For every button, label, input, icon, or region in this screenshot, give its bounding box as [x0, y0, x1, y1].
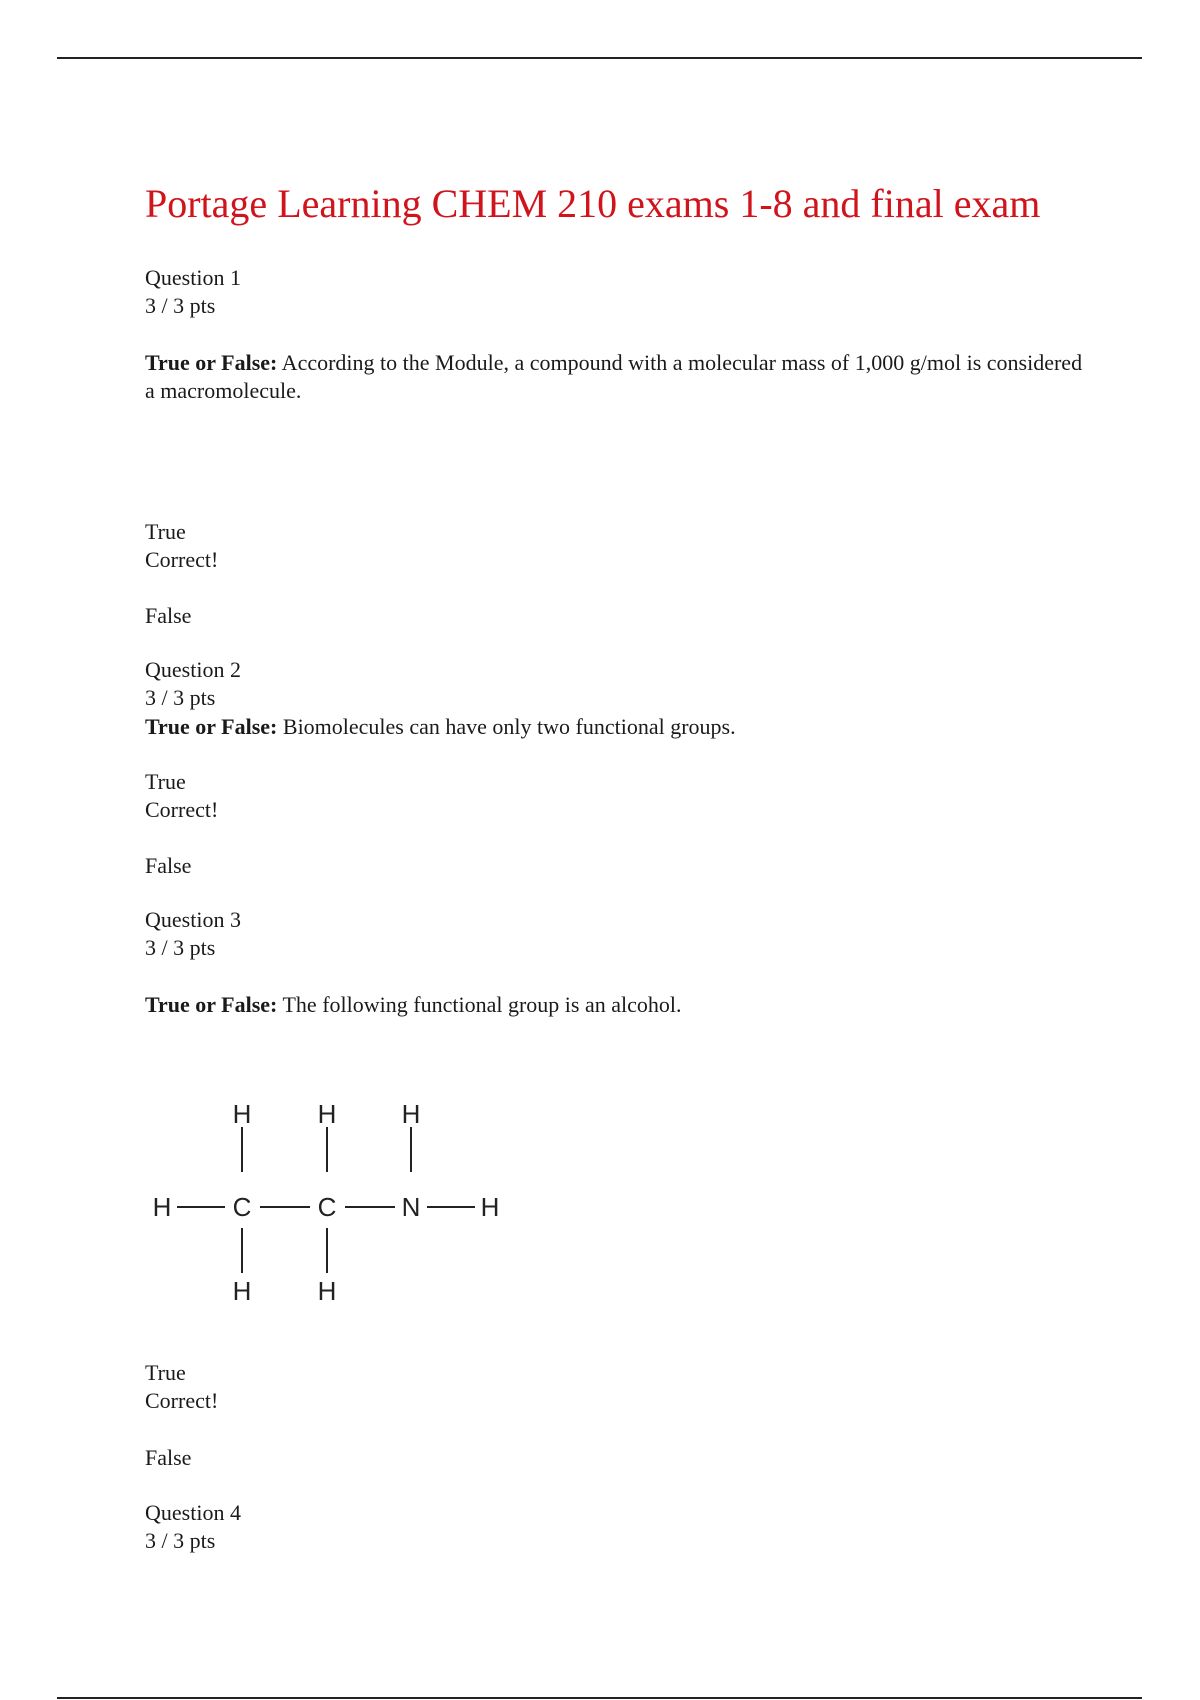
atom-h-top-2: H	[317, 1100, 337, 1129]
question-1-points: 3 / 3 pts	[145, 293, 216, 318]
atom-c2: C	[317, 1192, 337, 1222]
question-2-prompt-bold: True or False:	[145, 714, 278, 739]
question-1-label: Question 1	[145, 265, 241, 290]
question-2-points: 3 / 3 pts	[145, 685, 216, 710]
question-3-feedback: Correct!	[145, 1388, 219, 1413]
question-4-label: Question 4	[145, 1500, 241, 1525]
atom-h-top-3: H	[401, 1100, 421, 1129]
question-2-prompt	[145, 713, 1085, 741]
atom-h-right: H	[480, 1192, 500, 1222]
question-2-feedback: Correct!	[145, 797, 219, 822]
bottom-rule	[57, 1697, 1142, 1699]
question-3-prompt-text: The following functional group is an alcohol.	[277, 992, 682, 1017]
question-1-option-true[interactable]: True	[145, 519, 186, 544]
question-1-option-false[interactable]: False	[145, 603, 192, 628]
question-4-points: 3 / 3 pts	[145, 1528, 216, 1553]
top-rule	[57, 57, 1142, 59]
atom-h-bottom-2: H	[317, 1276, 337, 1306]
question-2-prompt-text: Biomolecules can have only two functional groups.	[277, 714, 736, 739]
question-1-prompt-bold: True or False:	[145, 350, 278, 375]
question-3-prompt-bold: True or False:	[145, 992, 278, 1017]
question-1-prompt	[145, 349, 1085, 405]
document-title: Portage Learning CHEM 210 exams 1-8 and final exam	[145, 181, 1041, 226]
question-3-prompt	[145, 991, 1085, 1019]
atom-h-left: H	[152, 1192, 172, 1222]
question-2-label: Question 2	[145, 657, 241, 682]
atom-h-bottom-1: H	[232, 1276, 252, 1306]
ethylamine-structure-diagram	[145, 1100, 525, 1310]
atom-h-top-1: H	[232, 1100, 252, 1129]
question-2-option-false[interactable]: False	[145, 853, 192, 878]
question-3-option-true[interactable]: True	[145, 1360, 186, 1385]
atom-n: N	[401, 1192, 421, 1222]
question-2-option-true[interactable]: True	[145, 769, 186, 794]
question-1-prompt-text: According to the Module, a compound with a molecular mass of 1,000 g/mol is considered a macromolecule.	[145, 350, 1083, 403]
question-3-option-false[interactable]: False	[145, 1445, 192, 1470]
question-1-feedback: Correct!	[145, 547, 219, 572]
atom-c1: C	[232, 1192, 252, 1222]
question-3-points: 3 / 3 pts	[145, 935, 216, 960]
question-3-label: Question 3	[145, 907, 241, 932]
